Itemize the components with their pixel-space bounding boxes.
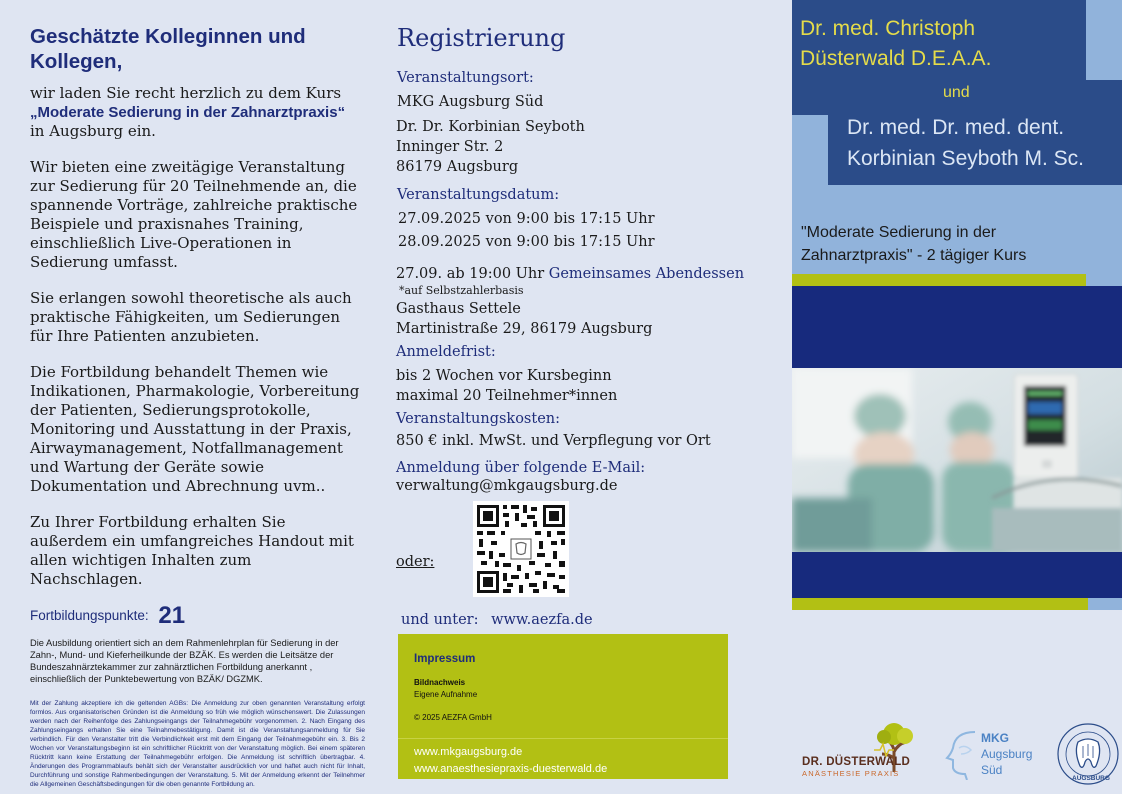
mkg-logo (945, 724, 1055, 782)
qr-code[interactable] (473, 501, 569, 597)
dinner-address: Martinistraße 29, 86179 Augsburg (396, 321, 653, 337)
duesterwald-logo (800, 720, 920, 780)
dental-seal-logo (1056, 722, 1120, 786)
deadline-label: Anmeldefrist: (396, 344, 496, 360)
venue-label: Veranstaltungsort: (397, 70, 534, 86)
deadline-1: bis 2 Wochen vor Kursbeginn (396, 368, 612, 384)
event-date-1: 27.09.2025 von 9:00 bis 17:15 Uhr (398, 211, 655, 227)
venue-city: 86179 Augsburg (396, 159, 519, 175)
terms-conditions: Mit der Zahlung akzeptiere ich die geltenden AGBs: Die Anmeldung zur oben genannten Veranstaltung erfolgt formlos. Aus organisatorischen Gründen ist die Anmeldung so früh wie möglich wünschenswert. Die Zulassungen werden nach der Reihenfolge des Zahlungseingangs der Teilnahmegebühr vorgenommen. 2. Nach Eingang des Zahlungseingangs erhalten Sie eine Teilnahmebestätigung. Damit ist die Veranstaltungsanmeldung für Sie verbindlich. Für den Veranstalter tritt die Verbindlichkeit erst mit dem Eingang der Teilnahmegebühr ein. 3. Bis 2 Wochen vor Veranstaltungsbeginn ist ein schriftlicher Rücktritt von der Veranstaltung möglich. Bei einem späteren Rücktritt kann keine Erstattung der Teilnahmegebühr erfolgen. Die Anmeldung ist schriftlich übertragbar. 4. Änderungen des Programmablaufs behält sich der Veranstalter ausdrücklich vor und haftet auch nicht für Inhalt, Durchführung und sonstige Rahmenbedingungen der Veranstaltung. 5. Mit der Anmeldung erkennt der Teilnehmer die Allgemeinen Geschäftsbedingungen für die oben genannte Fortbildung an. (30, 700, 365, 788)
doctor-1-line2: Düsterwald D.E.A.A. (800, 47, 992, 70)
course-line-1: "Moderate Sedierung in der (801, 224, 997, 241)
invitation-column (30, 24, 365, 789)
and-text: und (943, 84, 970, 101)
olive-stripe-top (792, 274, 1086, 286)
mkg-line-2: Augsburg (981, 747, 1033, 761)
deadline-info (396, 366, 617, 406)
dinner-place: Gasthaus Settele (396, 301, 521, 317)
surgery-photo (792, 368, 1122, 552)
doctor-1-name (800, 14, 991, 74)
imprint-credit: Eigene Aufnahme (414, 690, 478, 699)
dinner-line (396, 264, 744, 284)
doctor-2-line2: Korbinian Seyboth M. Sc. (847, 147, 1084, 170)
registration-title: Registrierung (397, 24, 566, 52)
link-duesterwald[interactable]: www.anaesthesiepraxis-duesterwald.de (414, 763, 608, 775)
or-label: oder: (396, 554, 435, 570)
doctor-2-box (828, 115, 1122, 185)
intro-line-2: in Augsburg ein. (30, 122, 156, 140)
paragraph-skills: Sie erlangen sowohl theoretische als auch praktische Fähigkeiten, um Sedierungen für Ihre Patienten anzubieten. (30, 289, 352, 345)
dinner-note: *auf Selbstzahlerbasis (399, 284, 524, 297)
mkg-line-1: MKG (981, 731, 1009, 745)
course-title: „Moderate Sedierung in der Zahnarztpraxis“ (30, 104, 346, 121)
doctor-1-line1: Dr. med. Christoph (800, 17, 976, 40)
date-label: Veranstaltungsdatum: (397, 187, 560, 203)
imprint-credit-label: Bildnachweis (414, 678, 466, 687)
venue-person: Dr. Dr. Korbinian Seyboth (396, 119, 585, 135)
olive-stripe-bottom (792, 598, 1088, 610)
dinner-location (396, 299, 652, 339)
imprint-title: Impressum (414, 653, 476, 665)
link-mkg[interactable]: www.mkgaugsburg.de (414, 746, 523, 758)
training-points (30, 602, 365, 629)
dinner-label: Gemeinsames Abendessen (548, 266, 745, 282)
paragraph-offer: Wir bieten eine zweitägige Veranstaltung zur Sedierung für 20 Teilnehmende an, die spannende Vorträge, zahlreiche praktische Beispiele und praxisnahes Training, einschließlich Live-Operationen in Sedierung umfasst. (30, 158, 358, 271)
surgery-photo-image (792, 368, 1122, 552)
intro-paragraph (30, 84, 365, 141)
mkg-line-3: Süd (981, 763, 1003, 777)
venue-street: Inninger Str. 2 (396, 139, 504, 155)
navy-band-bottom (792, 552, 1122, 598)
duesterwald-name: DR. DÜSTERWALD (802, 756, 911, 768)
duesterwald-sub: ANÄSTHESIE PRAXIS (802, 769, 900, 778)
web-prefix: und unter: (401, 612, 479, 628)
intro-line-1: wir laden Sie recht herzlich zu dem Kurs (30, 84, 342, 102)
course-subtitle (801, 221, 1026, 267)
email-label: Anmeldung über folgende E-Mail: (396, 460, 646, 476)
email-address[interactable]: verwaltung@mkgaugsburg.de (396, 478, 618, 494)
doctor-1-box (792, 0, 1086, 80)
navy-band-top (792, 286, 1122, 368)
head-profile-icon (945, 728, 983, 780)
web-link[interactable]: www.aezfa.de (491, 612, 593, 628)
curriculum-note: Die Ausbildung orientiert sich an dem Rahmenlehrplan für Sedierung in der Zahn-, Mund- und Kieferheilkunde der BZÄK. Es werden die Leitsätze der Bundeszahnärztekammer zur zahnärztlichen Fortbildung anerkannt , einschließlich der Punktebewertung von BZÄK/ DGZMK. (30, 638, 339, 684)
event-dates (398, 208, 655, 254)
and-box (792, 80, 1122, 115)
cost-value: 850 € inkl. MwSt. und Verpflegung vor Ort (396, 433, 711, 449)
event-date-2: 28.09.2025 von 9:00 bis 17:15 Uhr (398, 234, 655, 250)
paragraph-topics: Die Fortbildung behandelt Themen wie Indikationen, Pharmakologie, Vorbereitung der Patienten, Sedierungsprotokolle, Monitoring und Ausstattung in der Praxis, Airwaymanagement, Notfallmanagement und Wartung der Geräte sowie Dokumentation und Abrechnung uvm.. (30, 363, 360, 495)
doctor-2-line1: Dr. med. Dr. med. dent. (847, 116, 1065, 139)
imprint-credits (414, 677, 477, 701)
paragraph-handout: Zu Ihrer Fortbildung erhalten Sie außerdem ein umfangreiches Handout mit allen wichtigen Inhalten zum Nachschlagen. (30, 513, 354, 588)
imprint-box (398, 634, 728, 738)
greeting-heading: Geschätzte Kolleginnen und Kollegen, (30, 25, 306, 73)
imprint-links (398, 738, 728, 779)
course-line-2: Zahnarztpraxis" - 2 tägiger Kurs (801, 247, 1027, 264)
venue-address (396, 117, 585, 177)
qr-code-icon (473, 501, 569, 597)
imprint-link-list (414, 744, 607, 778)
web-line (401, 610, 593, 630)
dinner-time: 27.09. ab 19:00 Uhr (396, 266, 545, 282)
doctor-2-name (847, 112, 1084, 174)
venue-name: MKG Augsburg Süd (397, 94, 544, 110)
points-value: 21 (158, 602, 186, 629)
seal-city: AUGSBURG (1072, 775, 1110, 782)
mkg-text (981, 730, 1032, 778)
imprint-copyright: © 2025 AEZFA GmbH (414, 713, 492, 722)
deadline-2: maximal 20 Teilnehmer*innen (396, 388, 618, 404)
cost-label: Veranstaltungskosten: (396, 411, 561, 427)
points-label: Fortbildungspunkte: (30, 608, 149, 623)
panel-notch (792, 115, 828, 185)
